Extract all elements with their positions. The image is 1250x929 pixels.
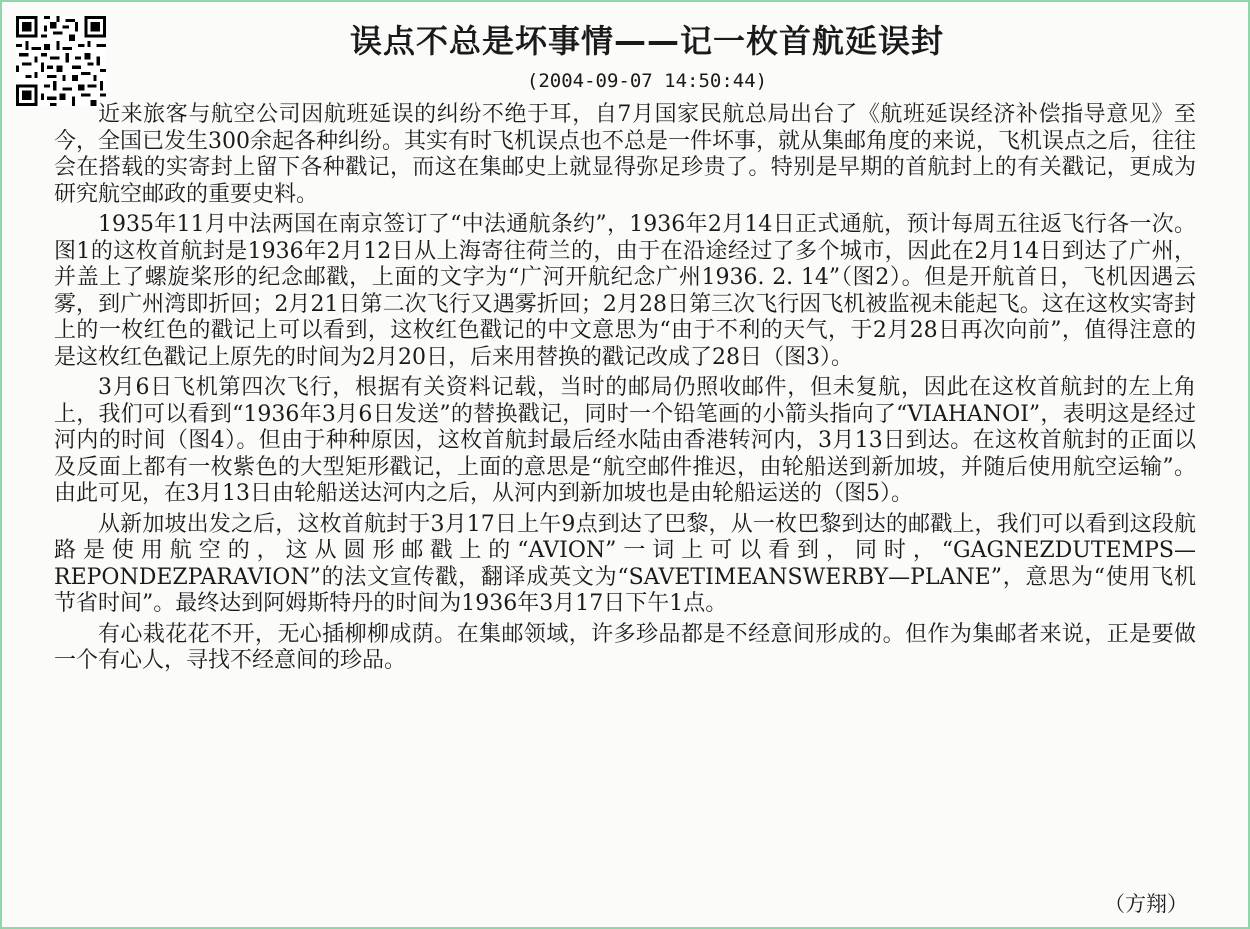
author-signature: （方翔） xyxy=(1104,892,1188,916)
publish-datetime: (2004-09-07 14:50:44) xyxy=(526,70,768,92)
article-paragraph: 3月6日飞机第四次飞行，根据有关资料记载，当时的邮局仍照收邮件，但未复航，因此在这枚首航封的左上角上，我们可以看到“1936年3月6日发送”的替换戳记，同时一个铅笔画的小箭头指向了“VIAHANOI”，表明这是经过河内的时间（图4）。但由于种种原因，这枚首航封最后经水陆由香港转河内，3月13日到达。在这枚首航封的正面以及反面上都有一枚紫色的大型矩形戳记，上面的意思是“航空邮件推迟，由轮船送到新加坡，并随后使用航空运输”。由此可见，在3月13日由轮船送达河内之后，从河内到新加坡也是由轮船运送的（图5）。 xyxy=(54,375,1196,506)
article-body xyxy=(54,102,1196,675)
article-title: 误点不总是坏事情——记一枚首航延误封 xyxy=(349,22,944,60)
article-paragraph: 从新加坡出发之后，这枚首航封于3月17日上午9点到达了巴黎，从一枚巴黎到达的邮戳上，我们可以看到这段航路是使用航空的，这从圆形邮戳上的“AVION”一词上可以看到，同时，“GAGNEZDUTEMPS—REPONDEZPARAVION”的法文宣传戳，翻译成英文为“SAVETIMEANSWERBY—PLANE”，意思为“使用飞机节省时间”。最终达到阿姆斯特丹的时间为1936年3月17日下午1点。 xyxy=(54,511,1196,616)
article-paragraph: 近来旅客与航空公司因航班延误的纠纷不绝于耳，自7月国家民航总局出台了《航班延误经济补偿指导意见》至今，全国已发生300余起各种纠纷。其实有时飞机误点也不总是一件坏事，就从集邮角度的来说，飞机误点之后，往往会在搭载的实寄封上留下各种戳记，而这在集邮史上就显得弥足珍贵了。特别是早期的首航封上的有关戳记，更成为研究航空邮政的重要史料。 xyxy=(54,102,1196,207)
article-paragraph: 1935年11月中法两国在南京签订了“中法通航条约”，1936年2月14日正式通航，预计每周五往返飞行各一次。图1的这枚首航封是1936年2月12日从上海寄往荷兰的，由于在沿途经过了多个城市，因此在2月14日到达了广州，并盖上了螺旋桨形的纪念邮戳，上面的文字为“广河开航纪念广州1936. 2. 14”（图2）。但是开航首日，飞机因遇云雾，到广州湾即折回；2月21日第二次飞行又遇雾折回；2月28日第三次飞行因飞机被监视未能起飞。这在这枚实寄封上的一枚红色的戳记上可以看到，这枚红色戳记的中文意思为“由于不利的天气，于2月28日再次向前”，值得注意的是这枚红色戳记上原先的时间为2月20日，后来用替换的戳记改成了28日（图3）。 xyxy=(54,212,1196,370)
article-paragraph: 有心栽花花不开，无心插柳柳成荫。在集邮领域，许多珍品都是不经意间形成的。但作为集邮者来说，正是要做一个有心人，寻找不经意间的珍品。 xyxy=(54,621,1196,673)
